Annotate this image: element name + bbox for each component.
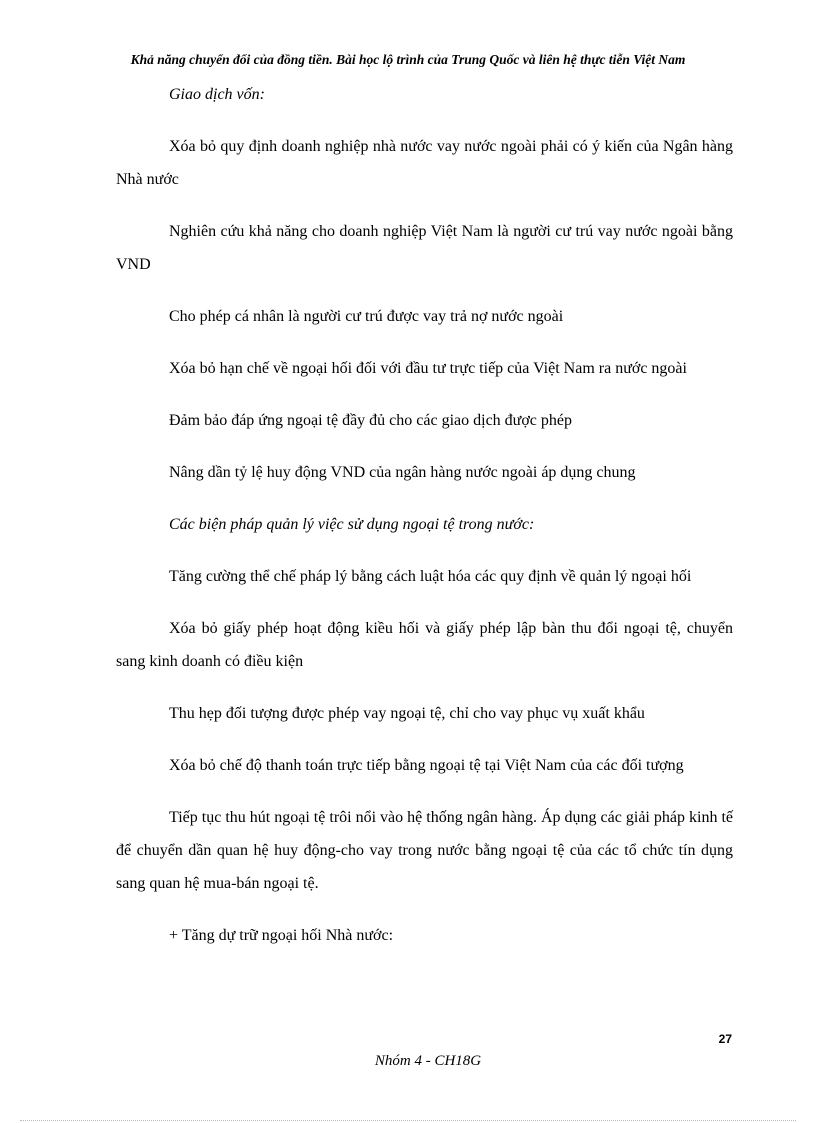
paragraph: Xóa bỏ quy định doanh nghiệp nhà nước vay nước ngoài phải có ý kiến của Ngân hàng Nhà nước [116,138,733,188]
paragraph: Tiếp tục thu hút ngoại tệ trôi nổi vào hệ thống ngân hàng. Áp dụng các giải pháp kinh tế để chuyển dần quan hệ huy động-cho vay trong nước bằng ngoại tệ của các tổ chức tín dụng sang quan hệ mua-bán ngoại tệ. [116,809,733,892]
running-header: Khả năng chuyển đổi của đồng tiền. Bài học lộ trình của Trung Quốc và liên hệ thực tiễn Việt Nam [130,52,686,67]
paragraph: Xóa bỏ hạn chế về ngoại hối đối với đầu tư trực tiếp của Việt Nam ra nước ngoài [169,360,687,377]
paragraph: + Tăng dự trữ ngoại hối Nhà nước: [169,927,394,944]
section-heading-capital-transactions: Giao dịch vốn: [169,86,265,103]
paragraph: Nghiên cứu khả năng cho doanh nghiệp Việt Nam là người cư trú vay nước ngoài bằng VND [116,223,733,273]
document-body [116,78,733,952]
paragraph: Cho phép cá nhân là người cư trú được vay trả nợ nước ngoài [169,308,564,325]
footer-divider [20,1120,796,1121]
paragraph: Xóa bỏ giấy phép hoạt động kiều hối và giấy phép lập bàn thu đổi ngoại tệ, chuyển sang kinh doanh có điều kiện [116,620,733,670]
page-number: 27 [718,1032,732,1046]
section-heading-domestic-fx-measures: Các biện pháp quản lý việc sử dụng ngoại tệ trong nước: [169,516,535,533]
paragraph: Đảm bảo đáp ứng ngoại tệ đầy đủ cho các giao dịch được phép [169,412,573,429]
paragraph: Nâng dần tỷ lệ huy động VND của ngân hàng nước ngoài áp dụng chung [169,464,636,481]
footer-group-label: Nhóm 4 - CH18G [374,1053,482,1069]
paragraph: Thu hẹp đối tượng được phép vay ngoại tệ, chỉ cho vay phục vụ xuất khẩu [169,705,645,722]
paragraph: Tăng cường thể chế pháp lý bằng cách luật hóa các quy định về quản lý ngoại hối [169,568,692,585]
paragraph: Xóa bỏ chế độ thanh toán trực tiếp bằng ngoại tệ tại Việt Nam của các đối tượng [169,757,684,774]
